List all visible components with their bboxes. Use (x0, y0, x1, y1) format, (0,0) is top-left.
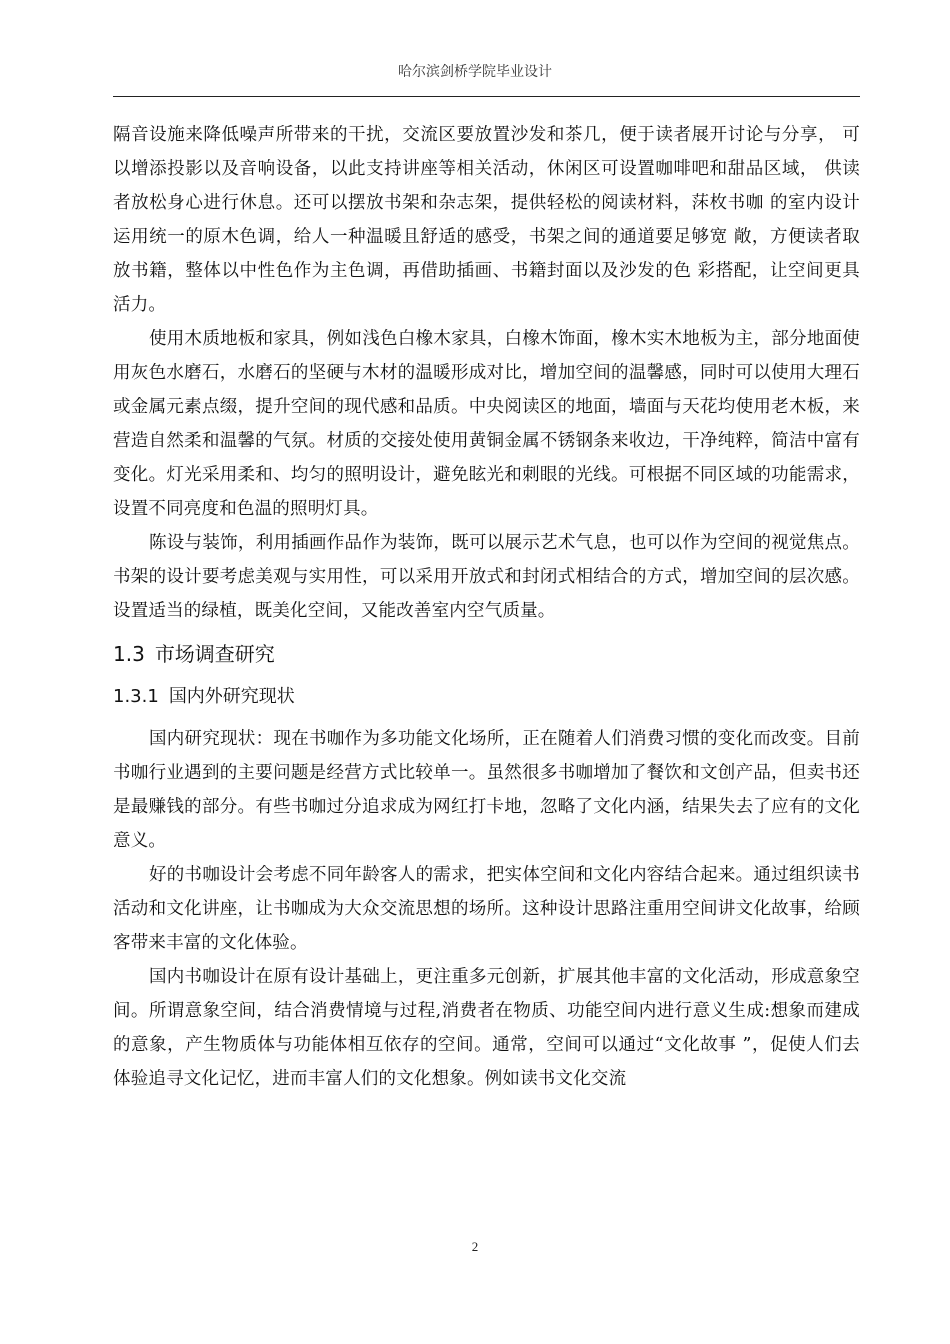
document-body (113, 118, 860, 1096)
header-divider (113, 96, 860, 97)
paragraph-domestic-status: 国内研究现状：现在书咖作为多功能文化场所，正在随着人们消费习惯的变化而改变。目前书咖行业遇到的主要问题是经营方式比较单一。虽然很多书咖增加了餐饮和文创产品，但卖书还是最赚钱的部分。有些书咖过分追求成为网红打卡地，忽略了文化内涵，结果失去了应有的文化意义。 (113, 729, 860, 851)
page-header (0, 0, 950, 100)
subsection-heading (113, 678, 860, 716)
section-heading (113, 634, 860, 674)
paragraph-good-design: 好的书咖设计会考虑不同年龄客人的需求，把实体空间和文化内容结合起来。通过组织读书活动和文化讲座，让书咖成为大众交流思想的场所。这种设计思路注重用空间讲文化故事，给顾客带来丰富的文化体验。 (113, 865, 860, 953)
paragraph-innovation: 国内书咖设计在原有设计基础上，更注重多元创新，扩展其他丰富的文化活动，形成意象空间。所谓意象空间，结合消费情境与过程,消费者在物质、功能空间内进行意义生成:想象而建成的意象，产生物质体与功能体相互依存的空间。通常，空间可以通过“文化故事 ”，促使人们去体验追寻文化记忆，进而丰富人们的文化想象。例如读书文化交流 (113, 967, 860, 1089)
subsection-number: 1.3.1 (113, 686, 159, 707)
paragraph-decoration: 陈设与装饰，利用插画作品作为装饰，既可以展示艺术气息，也可以作为空间的视觉焦点。书架的设计要考虑美观与实用性，可以采用开放式和封闭式相结合的方式，增加空间的层次感。设置适当的绿植，既美化空间，又能改善室内空气质量。 (113, 533, 860, 621)
header-title: 哈尔滨剑桥学院毕业设计 (398, 65, 552, 80)
paragraph-materials: 使用木质地板和家具，例如浅色白橡木家具，白橡木饰面，橡木实木地板为主，部分地面使用灰色水磨石，水磨石的坚硬与木材的温暖形成对比，增加空间的温馨感，同时可以使用大理石或金属元素点缀，提升空间的现代感和品质。中央阅读区的地面，墙面与天花均使用老木板，来营造自然柔和温馨的气氛。材质的交接处使用黄铜金属不锈钢条来收边，干净纯粹，简洁中富有变化。灯光采用柔和、均匀的照明设计，避免眩光和刺眼的光线。可根据不同区域的功能需求，设置不同亮度和色温的照明灯具。 (113, 329, 860, 519)
subsection-title: 国内外研究现状 (168, 686, 295, 707)
section-title: 市场调查研究 (154, 642, 275, 666)
section-number: 1.3 (113, 642, 145, 666)
page-number: 2 (471, 1239, 479, 1254)
paragraph-continuation: 隔音设施来降低噪声所带来的干扰，交流区要放置沙发和茶几，便于读者展开讨论与分享， 可以增添投影以及音响设备，以此支持讲座等相关活动，休闲区可设置咖啡吧和甜品区域， 供读者放松身心进行休息。还可以摆放书架和杂志架，提供轻松的阅读材料，莯枚书咖 的室内设计运用统一的原木色调，给人一种温暖且舒适的感受，书架之间的通道要足够宽 敞，方便读者取放书籍，整体以中性色作为主色调，再借助插画、书籍封面以及沙发的色 彩搭配，让空间更具活力。 (113, 125, 860, 315)
